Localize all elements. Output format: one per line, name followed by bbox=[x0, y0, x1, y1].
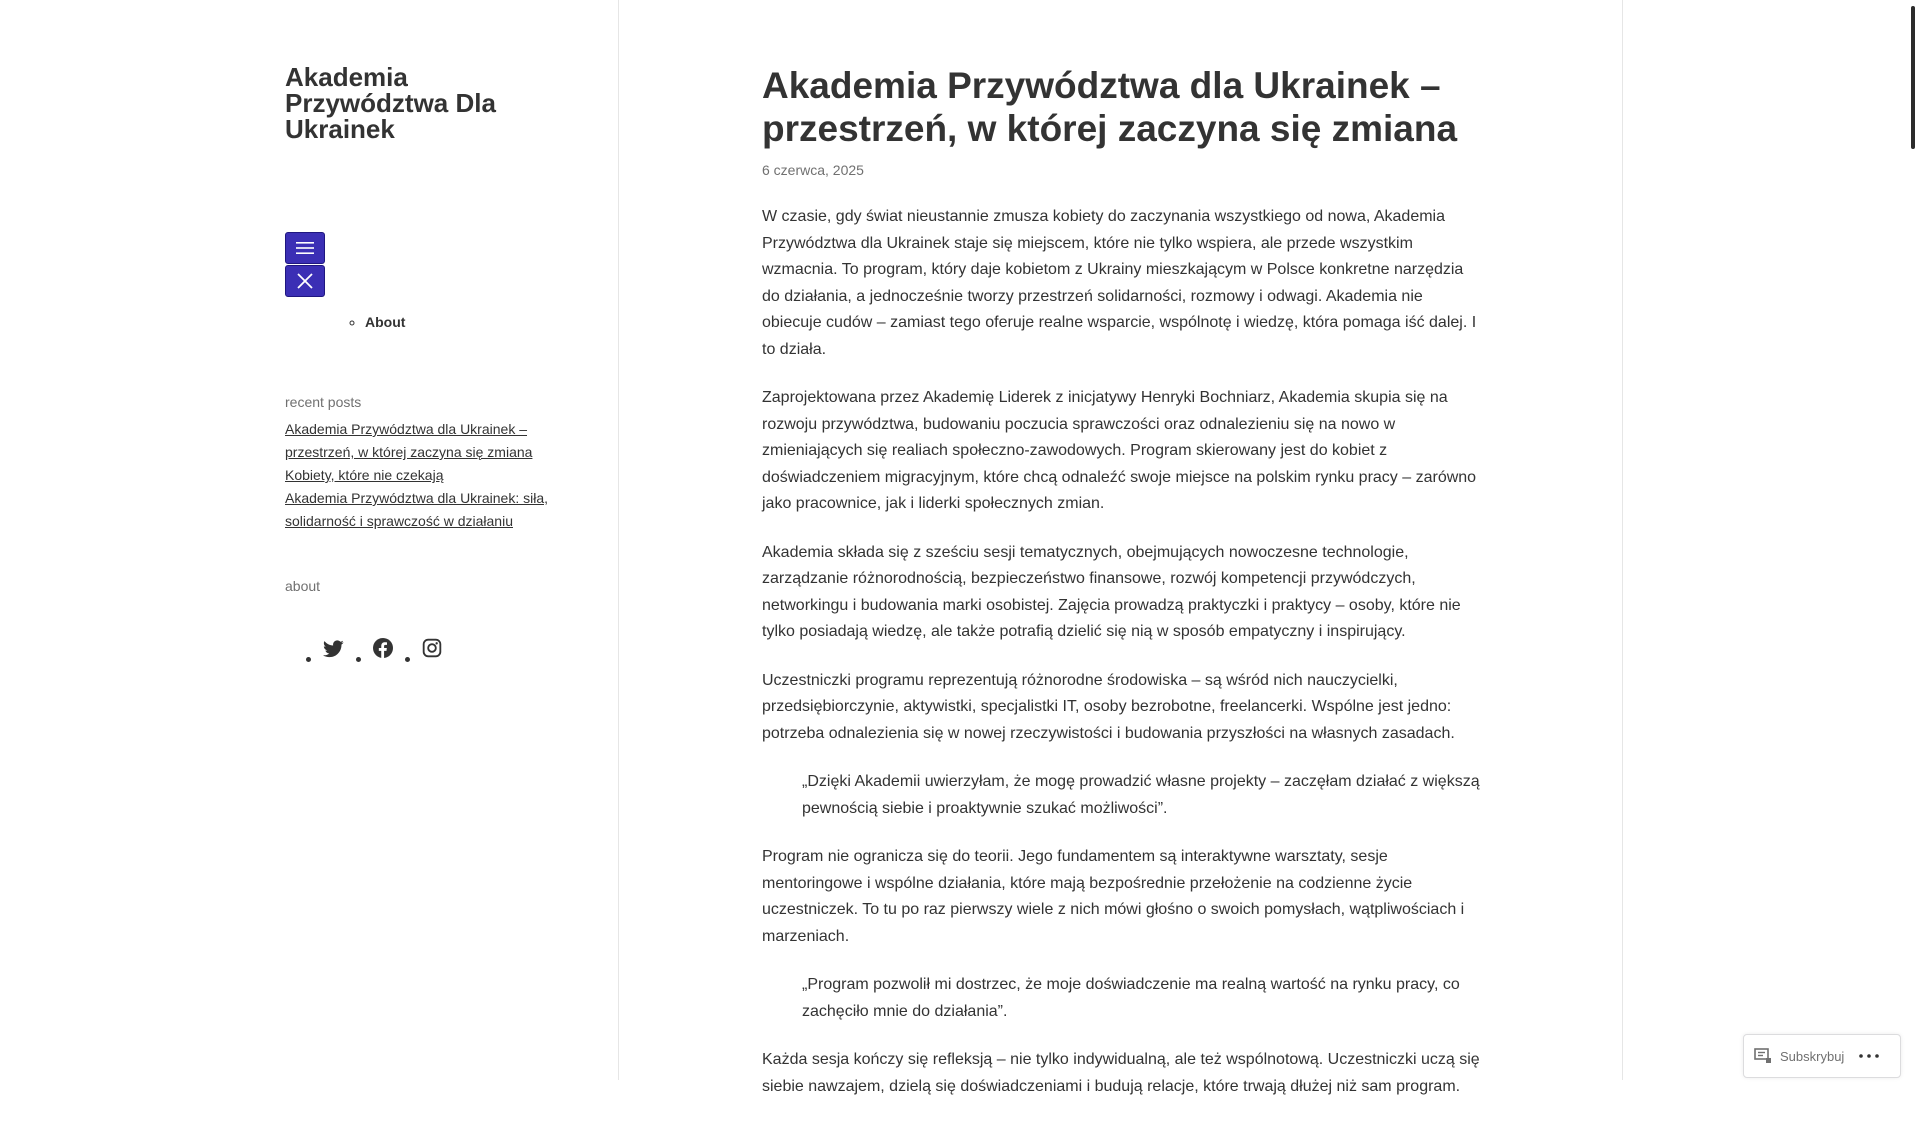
recent-posts-list bbox=[285, 418, 575, 533]
scrollbar-thumb[interactable] bbox=[1911, 6, 1915, 149]
post-date[interactable]: 6 czerwca, 2025 bbox=[762, 162, 864, 178]
primary-navigation bbox=[365, 314, 405, 330]
post-paragraph: Program nie ogranicza się do teorii. Jego fundamentem są interaktywne warsztaty, sesje mentoringowe i wspólne działania, które mają bezpośrednie przełożenie na codzienne życie uczestniczek. To tu po raz pierwszy wiele z nich mówi głośno o swoich pomysłach, wątpliwościach i marzeniach. bbox=[762, 848, 1465, 945]
about-heading: about bbox=[285, 578, 321, 594]
post-quote: „Dzięki Akademii uwierzyłam, że mogę prowadzić własne projekty – zaczęłam działać z większą pewnością siebie i proaktywnie szukać możliwości”. bbox=[802, 773, 1480, 817]
scrollbar-track[interactable] bbox=[1904, 0, 1920, 1080]
twitter-link[interactable] bbox=[323, 640, 344, 663]
close-icon bbox=[297, 273, 313, 289]
nav-link-about[interactable]: About bbox=[365, 314, 406, 330]
subscribe-bar bbox=[1743, 1034, 1901, 1078]
post-paragraph: Każda sesja kończy się refleksją – nie tylko indywidualną, ale też wspólnotową. Uczestniczki uczą się siebie nawzajem, dzielą się doświadczeniami i budują relacje, które trwają dłużej niż sam program. bbox=[762, 1051, 1480, 1095]
post-paragraph: Akademia składa się z sześciu sesji tematycznych, obejmujących nowoczesne technologie, zarządzanie różnorodnością, bezpieczeństwo finansowe, rozwój kompetencji przywódczych, networkingu i budowania marki osobistej. Zajęcia prowadzą praktyczki i praktycy – osoby, które nie tylko posiadają wiedzę, ale także potrafią dzielić się nią w sposób empatyczny i inspirujący. bbox=[762, 543, 1461, 640]
reader-icon bbox=[1754, 1048, 1772, 1064]
list-bullet bbox=[405, 657, 410, 662]
list-bullet bbox=[356, 657, 361, 662]
post-paragraph: Uczestniczki programu reprezentują różnorodne środowiska – są wśród nich nauczycielki, przedsiębiorczynie, aktywistki, specjalistki IT, osoby bezrobotne, freelancerki. Wspólne jest jedno: potrzeba odnalezienia się w nowej rzeczywistości i budowania przyszłości na własnych zasadach. bbox=[762, 671, 1455, 742]
instagram-icon bbox=[422, 638, 442, 658]
sidebar bbox=[0, 0, 619, 1080]
facebook-link[interactable] bbox=[373, 638, 393, 663]
instagram-link[interactable] bbox=[422, 638, 442, 663]
more-horizontal-icon bbox=[1859, 1054, 1879, 1058]
subscribe-label: Subskrybuj bbox=[1780, 1048, 1845, 1064]
post-title: Akademia Przywództwa dla Ukrainek – przestrzeń, w której zaczyna się zmiana bbox=[762, 65, 1458, 149]
post-paragraph: Zaprojektowana przez Akademię Liderek z inicjatywy Henryki Bochniarz, Akademia skupia się na rozwoju przywództwa, budowaniu poczucia sprawczości oraz odnalezieniu się na nowo w zmieniających się realiach społeczno-zawodowych. Program skierowany jest do kobiet z doświadczeniem migracyjnym, które chcą odnaleźć swoje miejsce na polskim rynku pracy – zarówno jako pracownice, jak i liderki społecznych zmian. bbox=[762, 389, 1477, 512]
post-quote: „Program pozwolił mi dostrzec, że moje doświadczenie ma realną wartość na rynku pracy, co zachęciło mnie do działania”. bbox=[802, 976, 1460, 1020]
nav-item-about bbox=[365, 314, 405, 330]
recent-post-item bbox=[285, 464, 575, 487]
social-links bbox=[306, 638, 454, 663]
list-bullet bbox=[306, 657, 311, 662]
recent-post-item bbox=[285, 418, 575, 464]
menu-icon bbox=[296, 241, 314, 255]
menu-close-button[interactable] bbox=[285, 265, 325, 297]
site-title[interactable]: Akademia Przywództwa Dla Ukrainek bbox=[285, 62, 496, 144]
subscribe-button[interactable] bbox=[1744, 1035, 1854, 1077]
facebook-icon bbox=[373, 638, 393, 658]
menu-open-button[interactable] bbox=[285, 232, 325, 264]
recent-post-link[interactable]: Akademia Przywództwa dla Ukrainek: siła, solidarność i sprawczość w działaniu bbox=[285, 490, 548, 529]
post-paragraph: W czasie, gdy świat nieustannie zmusza kobiety do zaczynania wszystkiego od nowa, Akademia Przywództwa dla Ukrainek staje się miejscem, które nie tylko wspiera, ale przede wszystkim wzmacnia. To program, który daje kobietom z Ukrainy mieszkającym w Polsce konkretne narzędzia do działania, a jednocześnie tworzy przestrzeń solidarności, rozmowy i odwagi. Akademia nie obiecuje cudów – zamiast tego oferuje realne wsparcie, wspólnotę i wiedzę, która pomaga iść dalej. I to działa. bbox=[762, 208, 1477, 358]
more-options-button[interactable] bbox=[1854, 1035, 1884, 1077]
post-body bbox=[762, 204, 1482, 1122]
recent-post-item bbox=[285, 487, 575, 533]
main-content bbox=[620, 0, 1623, 1095]
twitter-icon bbox=[323, 640, 344, 658]
recent-post-link[interactable]: Kobiety, które nie czekają bbox=[285, 467, 444, 483]
recent-posts-heading: recent posts bbox=[285, 394, 362, 410]
recent-post-link[interactable]: Akademia Przywództwa dla Ukrainek – przestrzeń, w której zaczyna się zmiana bbox=[285, 421, 533, 460]
